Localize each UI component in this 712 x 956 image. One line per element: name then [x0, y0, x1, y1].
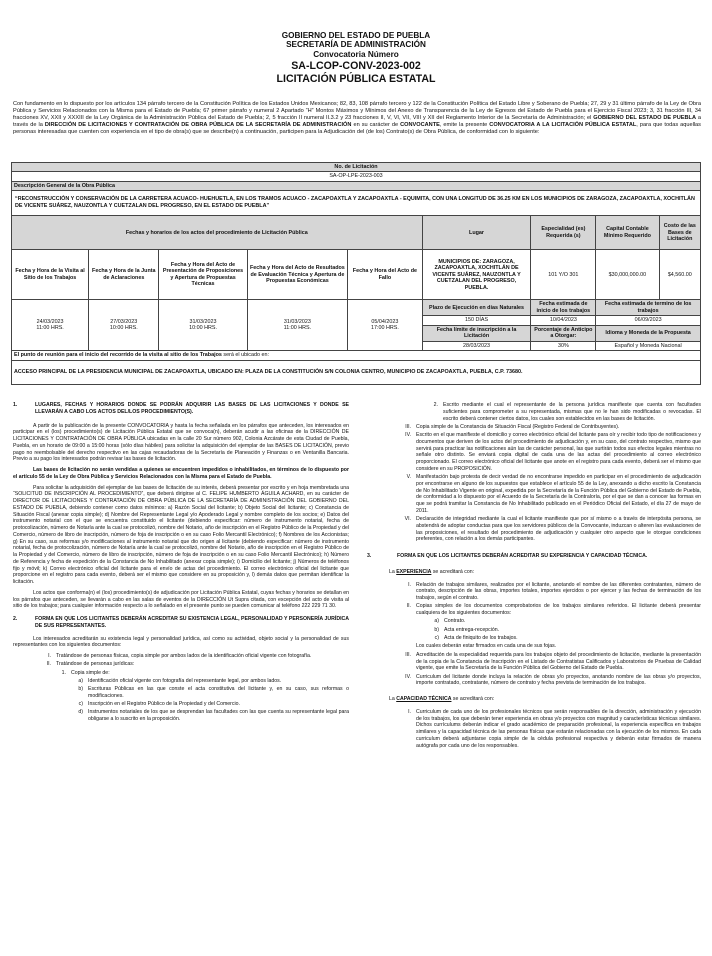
idioma-value: Español y Moneda Nacional [596, 341, 701, 350]
junta-date: 27/03/2023 10:00 HRS. [89, 300, 159, 351]
section-1-actos: Los actos que conforma(n) el (los) procedimiento(s) de adjudicación por Licitación Pública Estatal, cuyas fechas y horarios se detallan en los párrafos que anteceden, se llevarán a cabo en las salas de eventos de la DIRECCIÓN Ut Supra citada, con excepción del acto de visita al sitio de los trabajos; para cualquier información respecto a lo señalado en el presente punto se pueden comunicar al teléfono 222 229 71 30. [13, 589, 349, 610]
licitacion-no-label: No. de Licitación [12, 163, 701, 172]
termino-value: 06/09/2023 [596, 316, 701, 325]
lugar-value: MUNICIPIOS DE: ZARAGOZA, ZACAPOAXTLA, XOCHITLÁN DE VICENTE SUÁREZ, NAUZONTLA Y CUETZALAN DEL PROGRESO, PUEBLA. [422, 250, 531, 300]
gov-name: GOBIERNO DEL ESTADO DE PUEBLA [281, 31, 431, 40]
secretariat-name: SECRETARÍA DE ADMINISTRACIÓN [286, 40, 426, 50]
plazo-header: Plazo de Ejecución en días Naturales [422, 300, 531, 316]
list-item: 1. Copia simple de: [61, 669, 110, 676]
intro-paragraph: Con fundamento en lo dispuesto por los artículos 134 párrafo tercero de la Constitución Política de los Estados Unidos Mexicanos; 82, 83, 108 párrafo tercero y 122 de la Constitución Política del Estado Libre y Soberano de Puebla; 27, 29 y 31 último párrafo de la Ley de Obra Pública y Servicios Relacionados con la Misma para el Estado de Puebla; 67 primer párrafo y numeral 2 Apartado “H” Montos Máximos y Mínimos del Anexo de Transparencia de la Ley de Egresos del Estado de Puebla para el Ejercicio Fiscal 2023; 3, 31 fracción III, 34 fracciones XV, XXII y XXXIII de la Ley Orgánica de la Administración Pública del Estado de Puebla; 2, 5 fracción II numeral II.3.2 y 23 fracciones II, V, VI, VII, VIII y XII del Reglamento Interior de la Secretaría de Administración; el GOBIERNO DEL ESTADO DE PUEBLA a través de la DIRECCIÓN DE LICITACIONES Y CONTRATACIÓN DE OBRA PÚBLICA DE LA SECRETARÍA DE ADMINISTRACIÓN en su carácter de CONVOCANTE, emite la presente CONVOCATORIA A LA LICITACIÓN PÚBLICA ESTATAL, para que todas aquellas personas interesadas que cuenten con experiencia en el tipo de obra(s) que se describe(n) a continuación, participen para la Adjudicación del (de los) Contrato(s) de Obra Pública, de conformidad con lo siguiente: [13, 101, 702, 136]
presentacion-date: 31/03/2023 10:00 HRS. [159, 300, 247, 351]
resultados-date: 31/03/2023 11:00 HRS. [247, 300, 348, 351]
fallo-header: Fecha y Hora del Acto de Fallo [348, 250, 422, 300]
table-row [12, 351, 701, 360]
licitacion-table [11, 162, 701, 385]
list-item: IV. Curriculum del licitante donde incluya la relación de obras y/o proyectos, anotando nombre de las obras y/o proyectos, importe contratado, contratante, número de contrato y fecha prevista de terminación de los trabajos. [405, 673, 701, 687]
table-row [12, 216, 701, 250]
list-item: I. Relación de trabajos similares, realizados por el licitante, anotando el nombre de las diferentes contratantes, número de contrato, descripción de las obras, importes totales, importes ejercidos o por ejercer y las fechas de terminación de los trabajos, según el contrato. [408, 581, 701, 601]
visita-header: Fecha y Hora de la Visita al Sitio de los Trabajos [12, 250, 89, 300]
list-item: a) Identificación oficial vigente con fotografía del representante legal, por ambos lados. [78, 677, 282, 684]
left-column [13, 402, 349, 724]
lugar-header: Lugar [422, 216, 531, 250]
list-item: I. Tratándose de personas físicas, copia simple por ambos lados de la identificación oficial vigente con fotografía. [48, 653, 312, 659]
table-row [12, 300, 701, 316]
section-2-paragraph: Los interesados acreditarán su existencia legal y personalidad jurídica, así como su actividad, objeto social y la personalidad de sus representantes con los siguientes documentos: [13, 635, 349, 649]
list-item: a) Contrato. [434, 618, 466, 625]
list-item: IV. Escrito en el que manifieste el domicilio y correo electrónico oficial del licitante para oír y recibir todo tipo de notificaciones y documentos que deriven de los actos del procedimiento de adjudicación y, en su caso, del contrato respectivo, mismo que servirá para practicar las notificaciones aún las de carácter personal, las que surtirán todos sus efectos legales mientras no señale otro distinto. Se enviará copia digital de cada una de las actas del procedimiento al correo electrónico proporcionado. El correo electrónico oficial del licitante que anote en el registro para cada evento, deberá ser el mismo que considere en su PROPOSICIÓN. [405, 432, 701, 472]
list-item: III. Copia simple de la Constancia de Situación Fiscal (Registro Federal de Contribuyentes). [405, 423, 620, 430]
section-3-title: 3. FORMA EN QUE LOS LICITANTES DEBERÁN ACREDITAR SU EXPERIENCIA Y CAPACIDAD TÉCNICA. [367, 553, 648, 559]
list-item: b) Escrituras Públicas en las que conste el acta constitutiva del licitante y, en su caso, sus reformas o modificaciones. [78, 686, 349, 699]
right-column [367, 402, 701, 751]
section-1-solicitud: Para solicitar la adquisición del ejemplar de las bases de licitación de su interés, deberá presentar por escrito y en hoja membretada una “SOLICITUD DE INSCRIPCIÓN AL PROCEDIMIENTO”, que deberá dirigirse al C. FELIPE HUMBERTO ÁGUILA ACHARD, en su carácter de DIRECTOR DE LICITACIONES Y CONTRATACIÓN DE OBRA PÚBLICA DE LA SECRETARÍA DE ADMINISTRACIÓN DEL GOBIERNO DEL ESTADO DE PUEBLA, debiendo contener como datos mínimos: a) Razón Social del licitante; b) Objeto Social del licitante; c) Constancia de Situación Fiscal (anexar copia simple); d) Nombre del Representante Legal y/o Apoderado Legal y nombre completo de los socios; e) Datos del instrumento notarial con el que se encuentra constituido el licitante (debiendo especificar: número de instrumento notarial, fecha de protocolización, número de Notaría ante la cual se protocolizó, nombre del Notario, año de inscripción en el Registro Público de la Propiedad y del Comercio, número de libro de inscripción, número de foja de inscripción o en su caso Folio Mercantil Electrónico); f) Nombres de los Accionistas; g) En su caso, sus reformas y/o modificaciones al instrumento notarial que dio origen al licitante (debiendo especificar: número de instrumento notarial, fecha de protocolización, número de Notaría ante la cual se protocolizó, nombre del Notario, año de inscripción en el Registro Público de la Propiedad y del Comercio, número de libro de inscripción, número de foja de inscripción o en su caso Folio Mercantil Electrónico); h) Número de Referencia y fecha de expedición de la Constancia de No Inhabilitado (anexar copia simple); i) Domicilio del licitante; j) Números de teléfonos fijo y móvil; k) Correo electrónico oficial del licitante para el envío de actas del procedimiento. El correo electrónico oficial del licitante que proporcione en el registro para cada evento, deberá ser el mismo que considere en su proposición y, l) demás datos que permitan identificar la licitación. [13, 484, 349, 585]
list-item: d) Instrumentos notariales de los que se desprendan las facultades con las que cuenta su representante legal para obligarse a lo suscrito en la proposición. [78, 709, 349, 722]
capacidad-intro: La CAPACIDAD TÉCNICA se acreditará con: [389, 696, 495, 702]
description-value: “RECONSTRUCCIÓN Y CONSERVACIÓN DE LA CARRETERA ACUACO- HUEHUETLA, EN LOS TRAMOS ACUACO - ZACAPOAXTLA Y ZACAPOAXTLA - EQUIMITA, CON UNA LONGITUD DE 36.25 KM EN LOS MUNICIPIOS DE ZARAGOZA, ZACAPOAXTLA, XOCHITLÁN DE VICENTE SUÁREZ, NAUZONTLA Y CUETZALAN DEL PROGRESO, EN EL ESTADO DE PUEBLA” [12, 191, 701, 216]
table-row [12, 360, 701, 384]
document-title: LICITACIÓN PÚBLICA ESTATAL [276, 73, 436, 86]
junta-header: Fecha y Hora de la Junta de Aclaraciones [89, 250, 159, 300]
licitacion-no-value: SA-OP-LPE-2023-003 [12, 172, 701, 181]
sub-note: Los cuales deberán estar firmados en cada una de sus fojas. [416, 643, 557, 649]
table-row [12, 250, 701, 300]
list-item: b) Acta entrega-recepción. [434, 626, 500, 633]
costo-header: Costo de las Bases de Licitación [659, 216, 700, 250]
list-item: II. Tratándose de personas jurídicas: [46, 661, 135, 668]
resultados-header: Fecha y Hora del Acto de Resultados de Evaluación Técnica y Apertura de Propuestas Económicas [247, 250, 348, 300]
capital-header: Capital Contable Mínimo Requerido [596, 216, 659, 250]
anticipo-header: Porcentaje de Anticipo a Otorgar: [531, 325, 596, 341]
inicio-value: 10/04/2023 [531, 316, 596, 325]
list-item: I. Curriculum de cada uno de los profesionales técnicos que serán responsables de la dirección, administración y ejecución de los trabajos, los que deberán tener experiencia en obras y/o proyectos con magnitud y características técnicas similares. Dichos currículums deberán indicar el grado académico de preparación profesional, la experiencia específica en trabajos similares y la capacidad técnica de las personas físicas que estarán relacionadas con la ejecución de los mismos. En cada curriculum deberá adjuntarse copia simple de la cédula profesional respectiva y deberán estar firmados de manera autógrafa por cada uno de los responsables. [408, 708, 701, 749]
convocatoria-number: SA-LCOP-CONV-2023-002 [291, 60, 421, 73]
document-header [0, 31, 712, 86]
section-1-paragraph: A partir de la publicación de la presente CONVOCATORIA y hasta la fecha señalada en los párrafos que anteceden, los interesados en participar en el (los) procedimiento(s) de Licitación Pública Estatal que se convoca(n), deberán acudir a las oficinas de la DIRECCIÓN DE LICITACIONES Y CONTRATACIÓN DE OBRA PÚBLICA ubicadas en la calle 20 Sur número 902, Colonia Azcárate de esta Ciudad de Puebla, Puebla, en un horario de 09:00 a 15:00 horas (sólo días hábiles) para solicitar la adquisición del ejemplar de las BASES DE LICITACIÓN, previo pago no reembolsable del derecho respectivo en las cajas recaudadoras de la Secretaría de Planeación y Finanzas o en Ventanilla Bancaria. Previo a su pago los interesados podrán revisar las bases de licitación. [13, 422, 349, 463]
list-item: c) Acta de finiquito de los trabajos. [434, 634, 518, 641]
visita-date: 24/03/2023 11:00 HRS. [12, 300, 89, 351]
section-1-notice: Las bases de licitación no serán vendidas a quienes se encuentren impedidos o inhabilitados, en términos de lo dispuesto por el artículo 55 de la Ley de Obra Pública y Servicios Relacionados con la Misma para el Estado de Puebla. [13, 467, 349, 480]
termino-header: Fecha estimada de termino de los trabajos [596, 300, 701, 316]
convocatoria-label: Convocatoria Número [313, 49, 399, 59]
anticipo-value: 30% [531, 341, 596, 350]
capital-value: $30,000,000.00 [596, 250, 659, 300]
inicio-header: Fecha estimada de inicio de los trabajos [531, 300, 596, 316]
costo-value: $4,560.00 [659, 250, 700, 300]
plazo-value: 150 DÍAS [422, 316, 531, 325]
acceso-address: ACCESO PRINCIPAL DE LA PRESIDENCIA MUNICIPAL DE ZACAPOAXTLA, UBICADO EN: PLAZA DE LA CONSTITUCIÓN S/N COLONIA CENTRO, MUNICIPIO DE ZACAPOAXTLA, PUEBLA, C.P. 73680. [12, 360, 701, 384]
idioma-header: Idioma y Moneda de la Propuesta [596, 325, 701, 341]
section-1-title: 1. LUGARES, FECHAS Y HORARIOS DONDE SE PODRÁN ADQUIRIR LAS BASES DE LAS LICITACIONES Y DONDE SE LLEVARÁN A CABO LOS ACTOS DEL/LOS PROCEDIMIENTO(S). [13, 402, 349, 415]
fallo-date: 05/04/2023 17:00 HRS. [348, 300, 422, 351]
limite-header: Fecha límite de inscripción a la Licitación [422, 325, 531, 341]
especialidad-value: 101 Y/O 301 [531, 250, 596, 300]
table-row [12, 181, 701, 190]
list-item: c) Inscripción en el Registro Público de la Propiedad y del Comercio. [78, 701, 240, 707]
section-2-title: 2. FORMA EN QUE LOS LICITANTES DEBERÁN ACREDITAR SU EXISTENCIA LEGAL, PERSONALIDAD Y PERSONERÍA JURÍDICA DE SUS REPRESENTANTES. [13, 616, 349, 629]
list-item: III. Acreditación de la especialidad requerida para los trabajos objeto del procedimiento de licitación, mediante la presentación de la copia de la Constancia de Inscripción en el Listado de Contratistas Calificados y Laboratorios de Pruebas de Calidad vigente, que emite la Secretaría de la Función Pública del Gobierno del Estado de Puebla. [405, 651, 701, 672]
list-item: II. Copias simples de los documentos comprobatorios de los trabajos similares referidos. El licitante deberá presentar cualquiera de los siguientes documentos: [406, 603, 701, 616]
especialidad-header: Especialidad (es) Requerida (s) [531, 216, 596, 250]
section-2-list [13, 653, 349, 723]
presentacion-header: Fecha y Hora del Acto de Presentación de Proposiciones y Apertura de Propuestas Técnicas [159, 250, 247, 300]
experiencia-intro: La EXPERIENCIA se acreditará con: [389, 568, 475, 575]
table-row [12, 163, 701, 172]
list-item: VI. Declaración de integridad mediante la cual el licitante manifieste que por sí mismo o a través de interpósita persona, se abstendrá de adoptar conductas para que los servidores públicos de la Convocante, induzcan o alteren las evaluaciones de las proposiciones, el resultado del procedimiento de adjudicación y cualquier otro aspecto que le otorgue condiciones preferentes, con relación a los demás participantes. [404, 516, 701, 543]
table-row [12, 172, 701, 181]
fechas-header: Fechas y horarios de los actos del procedimiento de Licitación Pública [12, 216, 423, 250]
list-item: V. Manifestación bajo protesta de decir verdad de no encontrarse impedido en participar en el procedimiento de adjudicación por encontrarse en alguno de los supuestos que establece el artículo 55 de la Ley, anexando a dicho escrito la Constancia de No Inhabilitado Vigente en original, expedida por la Secretaría de la Función Pública del Gobierno del Estado de Puebla, de conformidad a lo dispuesto por el Acuerdo de la Secretaría de la Contraloría, por el que se dan a conocer las formas en que se podrá tramitar la Constancia de No Inhabilitado publicado en el Periódico Oficial del Estado, el día 27 de mayo de 2011. [406, 474, 701, 514]
list-item: 2. Escrito mediante el cual el representante de la persona jurídica manifieste que cuenta con facultades suficientes para comprometer a su representada, mismas que no le han sido modificadas o revocadas. El escrito deberá contener ciertos datos, los cuales son establecidos en las bases de licitación. [433, 402, 701, 422]
limite-value: 28/03/2023 [422, 341, 531, 350]
description-label: Descripción General de la Obra Pública [12, 181, 701, 190]
table-row [12, 191, 701, 216]
punto-reunion: El punto de reunión para el inicio del recorrido de la visita al sitio de los Trabajos será el ubicado en: [12, 351, 701, 360]
